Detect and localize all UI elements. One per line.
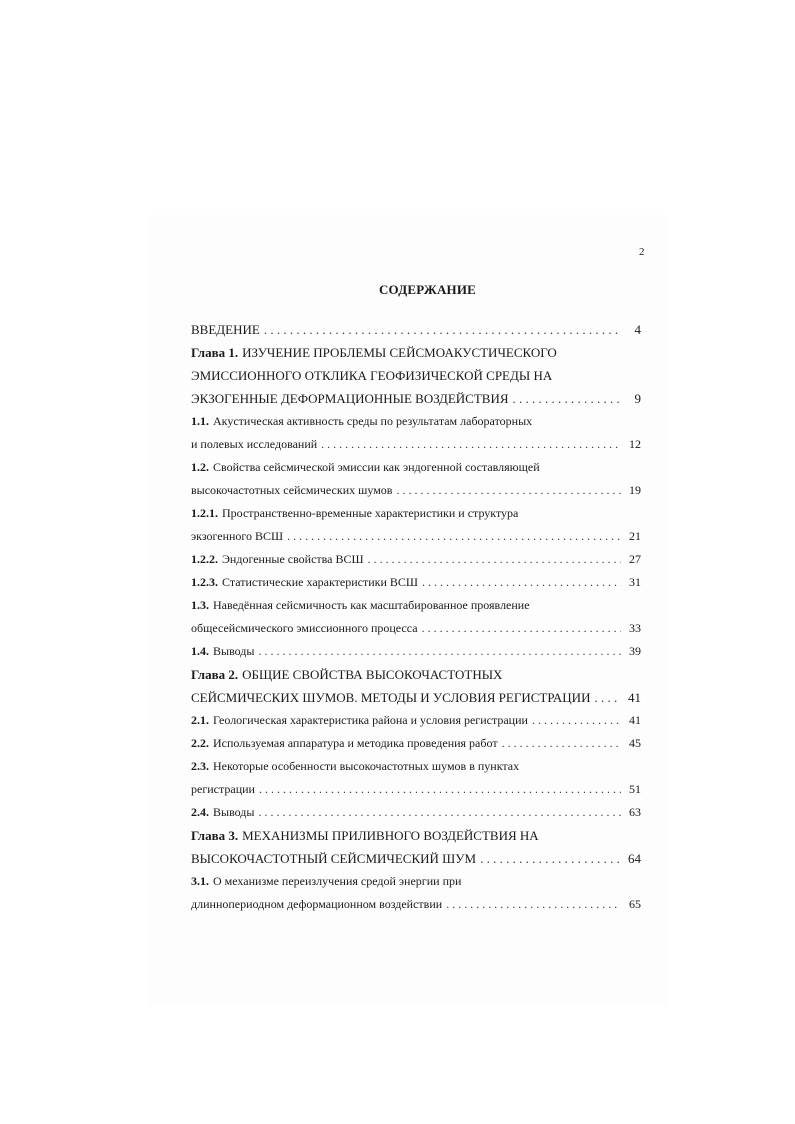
toc-entry-line [191,874,641,897]
toc-entry-line [191,713,641,736]
toc-entry-number: 2.4. [191,805,209,819]
toc-entry-number: 1.1. [191,414,209,428]
toc-entry-text: Выводы [213,805,255,819]
toc-entry-page: 45 [629,736,641,750]
toc-entry [191,828,641,874]
toc-entry-page: 64 [628,851,641,866]
toc-entry [191,805,641,828]
dot-leader [480,851,621,867]
toc-entry-text: Некоторые особенности высокочастотных шумов в пунктах [213,759,520,773]
toc-entry-line [191,736,641,759]
toc-entry-text: экзогенного ВСШ [191,529,284,543]
toc-entry-text: О механизме переизлучения средой энергии при [213,874,462,888]
toc-entry-line [191,322,641,345]
toc-entry-text: ЭМИССИОННОГО ОТКЛИКА ГЕОФИЗИЧЕСКОЙ СРЕДЫ НА [191,368,553,383]
toc-entry-number: Глава 2. [191,667,239,682]
toc-entry [191,414,641,460]
toc-entry-line [191,460,641,483]
toc-entry-page: 51 [629,782,641,796]
toc-entry-page: 19 [629,483,641,497]
toc-entry [191,322,641,345]
toc-entry-number: 1.2.3. [191,575,218,589]
toc-entry-number: 1.2.2. [191,552,218,566]
toc-entry-line [191,437,641,460]
toc-entry [191,598,641,644]
toc-entry-page: 21 [629,529,641,543]
toc-entry-page: 9 [634,391,641,406]
toc-entry-page: 31 [629,575,641,589]
toc-entry-page: 63 [629,805,641,819]
dot-leader [532,713,621,728]
dot-leader [287,529,621,544]
toc-entry-line [191,391,641,414]
toc-entry-line [191,805,641,828]
toc-entry-number: 1.4. [191,644,209,658]
toc-entry-line [191,667,641,690]
dot-leader [502,736,621,751]
toc-entry-line [191,759,641,782]
toc-entry-line [191,345,641,368]
toc-entry-line [191,368,641,391]
toc-entry-text: Выводы [213,644,255,658]
toc-entry-number: 2.3. [191,759,209,773]
toc-entry-page: 65 [629,897,641,911]
toc-entry-line [191,414,641,437]
toc-entry-line [191,529,641,552]
toc-entry-number: 2.2. [191,736,209,750]
toc-entry-line [191,644,641,667]
toc-entry-number: 3.1. [191,874,209,888]
toc-entry-text: и полевых исследований [191,437,318,451]
dot-leader [258,805,621,820]
toc-entry-line [191,506,641,529]
dot-leader [422,575,621,590]
toc-entry-number: 1.2.1. [191,506,218,520]
dot-leader [446,897,621,912]
toc-entry-text: Статистические характеристики ВСШ [222,575,418,589]
toc-entry-number: 1.3. [191,598,209,612]
page-title: СОДЕРЖАНИЕ [378,282,477,297]
toc-entry-text: ЭКЗОГЕННЫЕ ДЕФОРМАЦИОННЫЕ ВОЗДЕЙСТВИЯ [191,391,509,406]
page-number: 2 [639,246,645,258]
toc-entry [191,667,641,713]
dot-leader [513,391,621,407]
toc-entry [191,552,641,575]
toc-entry-line [191,690,641,713]
toc-entry-page: 41 [628,690,641,705]
toc-entry-number: 2.1. [191,713,209,727]
toc-entry [191,759,641,805]
toc-entry [191,506,641,552]
toc-entry-text: длиннопериодном деформационном воздействии [191,897,443,911]
toc-entry-page: 4 [634,322,641,337]
toc-entry [191,575,641,598]
toc-entry-text: Наведённая сейсмичность как масштабированное проявление [213,598,530,612]
toc-entry-line [191,828,641,851]
toc-entry-text: СЕЙСМИЧЕСКИХ ШУМОВ. МЕТОДЫ И УСЛОВИЯ РЕГИСТРАЦИИ [191,690,591,705]
toc-entry [191,460,641,506]
toc-entry-line [191,575,641,598]
toc-entry-text: регистрации [191,782,255,796]
toc-entry [191,713,641,736]
toc-entry-line [191,897,641,920]
toc-entry-page: 12 [629,437,641,451]
toc-entry-text: Свойства сейсмической эмиссии как эндогенной составляющей [213,460,540,474]
dot-leader [321,437,621,452]
toc-entry-text: Геологическая характеристика района и условия регистрации [213,713,528,727]
dot-leader [368,552,621,567]
toc-entry-number: Глава 1. [191,345,239,360]
toc-entry-text: ИЗУЧЕНИЕ ПРОБЛЕМЫ СЕЙСМОАКУСТИЧЕСКОГО [242,345,557,360]
toc-entry-number: Глава 3. [191,828,239,843]
toc-entry-page: 39 [629,644,641,658]
toc-entry-line [191,483,641,506]
dot-leader [396,483,621,498]
toc-entry-text: общесейсмического эмиссионного процесса [191,621,418,635]
toc-entry-line [191,782,641,805]
toc-entry [191,644,641,667]
dot-leader [594,690,621,706]
toc-entry-number: 1.2. [191,460,209,474]
dot-leader [259,782,621,797]
toc-entry [191,874,641,920]
toc-entry-text: высокочастотных сейсмических шумов [191,483,393,497]
toc-entry-line [191,598,641,621]
toc-entry-text: Используемая аппаратура и методика проведения работ [213,736,498,750]
dot-leader [264,322,621,338]
toc-entry-line [191,621,641,644]
toc-entry-text: ВВЕДЕНИЕ [191,322,260,337]
toc-entry-text: ВЫСОКОЧАСТОТНЫЙ СЕЙСМИЧЕСКИЙ ШУМ [191,851,477,866]
toc-entry-page: 27 [629,552,641,566]
toc-entry-text: Эндогенные свойства ВСШ [222,552,364,566]
toc-entry [191,736,641,759]
toc-entry-page: 41 [629,713,641,727]
toc-entry-page: 33 [629,621,641,635]
toc-entry-line [191,552,641,575]
toc-entry-text: ОБЩИЕ СВОЙСТВА ВЫСОКОЧАСТОТНЫХ [242,667,503,682]
toc-entry-text: МЕХАНИЗМЫ ПРИЛИВНОГО ВОЗДЕЙСТВИЯ НА [242,828,539,843]
dot-leader [258,644,621,659]
toc-entry-line [191,851,641,874]
toc-entry [191,345,641,414]
toc-entry-text: Пространственно-временные характеристики и структура [222,506,519,520]
dot-leader [422,621,621,636]
toc-entry-text: Акустическая активность среды по результатам лабораторных [213,414,533,428]
